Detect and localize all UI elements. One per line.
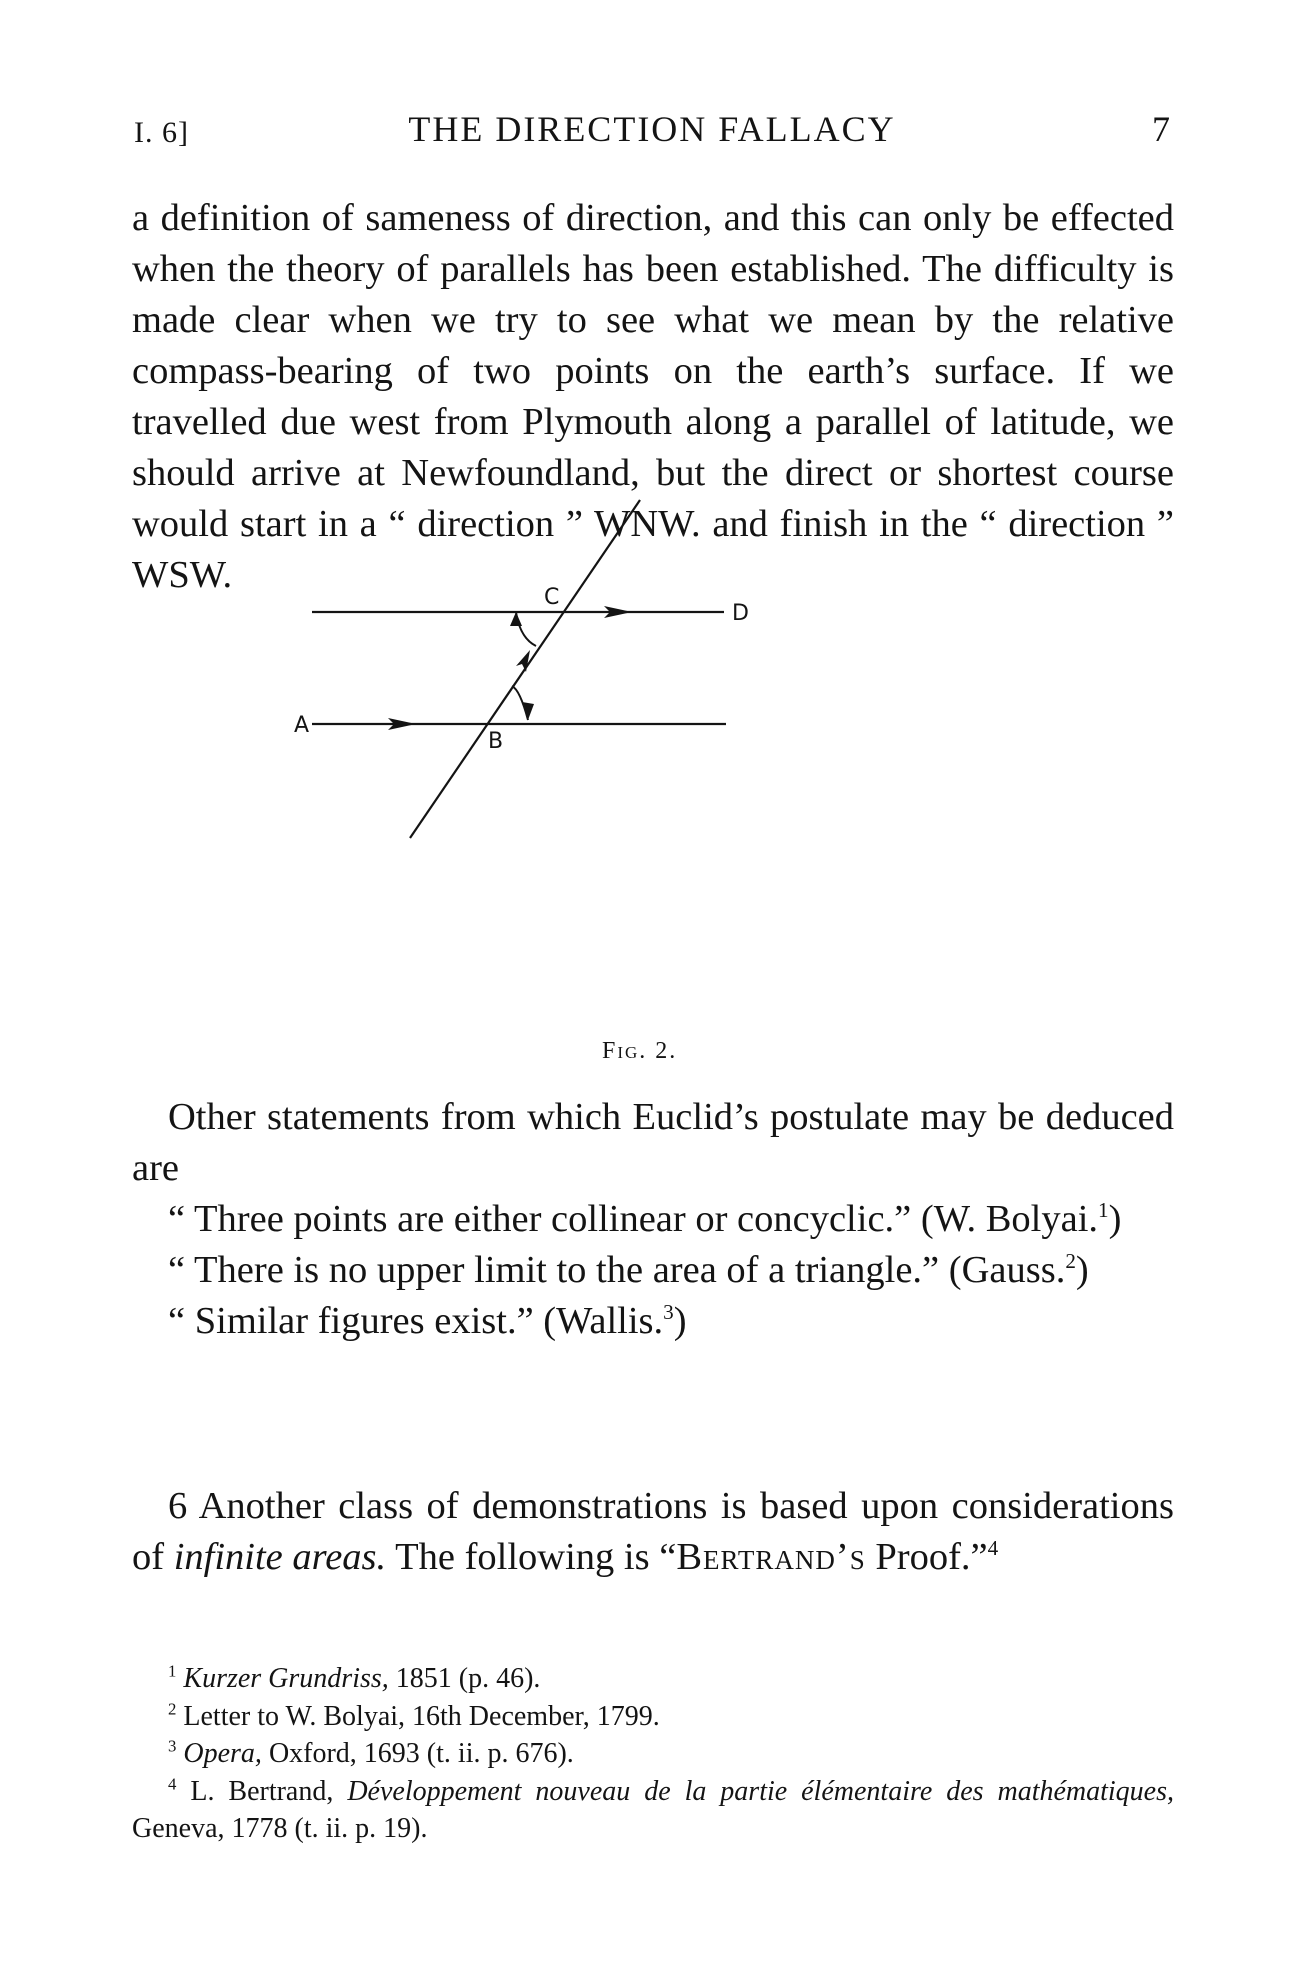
parallel-lines-diagram — [294, 585, 930, 1050]
footnote-ref: 3 — [663, 1300, 674, 1325]
footnote-text: Oxford, 1693 (t. ii. p. 676). — [268, 1738, 574, 1769]
footnote-title: Opera, — [183, 1738, 262, 1769]
statement-quote: “ Similar figures exist.” — [168, 1300, 534, 1342]
paragraph-other-statements: Other statements from which Euclid’s postulate may be deduced are — [132, 1096, 1174, 1189]
footnote-author: L. Bertrand, — [190, 1775, 334, 1807]
footnote-2 — [132, 1698, 1174, 1736]
footnote-ref: 1 — [1098, 1198, 1109, 1223]
statement-close: ) — [1075, 1249, 1089, 1291]
statement-attribution: (Gauss. — [948, 1249, 1066, 1291]
statements-block — [132, 1092, 1174, 1347]
footnote-mark: 2 — [168, 1699, 177, 1719]
statement-gauss — [132, 1245, 1174, 1296]
running-header — [134, 108, 1170, 168]
statement-attribution: (W. Bolyai. — [920, 1198, 1099, 1240]
section-ref: I. 6] — [134, 116, 189, 149]
footnotes — [132, 1660, 1174, 1848]
footnote-1 — [132, 1660, 1174, 1698]
footnote-text: 1851 (p. 46). — [395, 1663, 541, 1694]
footnote-text: Geneva, 1778 (t. ii. p. 19). — [132, 1813, 428, 1844]
footnote-title: Kurzer Grundriss, — [183, 1663, 389, 1694]
statement-bolyai — [132, 1194, 1174, 1245]
label-b: B — [488, 729, 504, 754]
label-a: A — [294, 713, 310, 738]
statement-quote: “ There is no upper limit to the area of a triangle.” — [168, 1249, 940, 1291]
footnote-4 — [132, 1773, 1174, 1848]
paragraph-text: Proof.” — [875, 1536, 988, 1578]
footnote-title: Développement nouveau de la partie élémentaire des mathématiques, — [347, 1775, 1175, 1807]
angle-arrow-c — [510, 612, 522, 626]
statement-attribution: (Wallis. — [543, 1300, 664, 1342]
statement-quote: “ Three points are either collinear or concyclic.” — [168, 1198, 912, 1240]
statement-close: ) — [673, 1300, 687, 1342]
statement-close: ) — [1108, 1198, 1122, 1240]
statement-wallis — [132, 1296, 1174, 1347]
running-title: THE DIRECTION FALLACY — [408, 109, 896, 149]
paragraph-text: Another class of demonstrations is based upon considerations of — [132, 1485, 1174, 1578]
footnote-text: Letter to W. Bolyai, 16th December, 1799. — [183, 1700, 660, 1732]
footnote-ref: 2 — [1065, 1249, 1076, 1274]
arrow-transversal — [516, 650, 530, 672]
footnote-mark: 4 — [168, 1774, 177, 1794]
page-number: 7 — [1152, 109, 1170, 149]
paragraph-text: The following is “ — [395, 1536, 677, 1578]
footnote-3 — [132, 1735, 1174, 1773]
label-d: D — [732, 601, 749, 626]
footnote-mark: 3 — [168, 1736, 177, 1756]
figure-caption: Fig. 2. — [602, 1038, 678, 1064]
section-number: 6 — [168, 1485, 188, 1527]
figure-2 — [294, 585, 930, 1064]
paragraph-direction: a definition of sameness of direction, and this can only be effected when the theory of parallels has been established. The difficulty is made clear when we try to see what we mean by the relative compass-bearing of two points on the earth’s surface. If we travelled due west from Plymouth along a parallel of latitude, we should arrive at Newfoundland, but the direct or shortest course would start in a “ direction ” WNW. and finish in the “ direction ” WSW. — [132, 197, 1174, 596]
label-c: C — [544, 585, 560, 610]
footnote-ref: 4 — [987, 1536, 999, 1561]
paragraph-section-6 — [132, 1481, 1174, 1583]
author-name: Bertrand’s — [676, 1536, 866, 1578]
emphasis-text: infinite areas. — [173, 1536, 387, 1578]
angle-arc-c — [516, 612, 536, 646]
angle-arrow-b — [522, 702, 534, 720]
footnote-mark: 1 — [168, 1661, 177, 1681]
